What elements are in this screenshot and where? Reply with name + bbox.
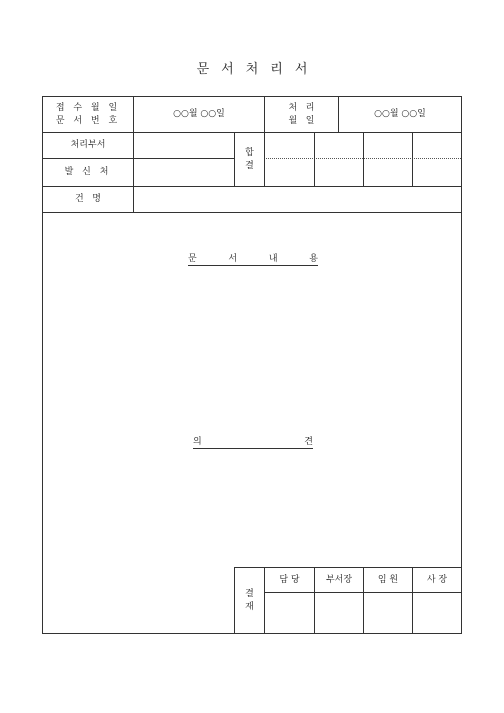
opinion-char-1: 의 (193, 437, 202, 447)
sender-label: 발 신 처 (64, 167, 112, 177)
subject-value[interactable] (134, 187, 461, 212)
process-label: 처 리 월 일 (288, 102, 315, 126)
receipt-label: 접 수 월 일 문 서 번 호 (55, 102, 121, 126)
approver-header-dept-head: 부서장 (325, 574, 353, 585)
approver-header-executive: 임 원 (377, 574, 399, 585)
content-char-3: 내 (268, 254, 278, 264)
dept-value[interactable] (134, 133, 234, 158)
sender-value[interactable] (134, 159, 234, 186)
content-char-4: 용 (309, 254, 318, 264)
process-value[interactable]: ○○월 ○○일 (374, 109, 426, 119)
approval-sign-staff[interactable] (265, 593, 314, 633)
col-divider-coop-1 (314, 132, 315, 186)
cooperation-label: 합 결 (245, 147, 254, 171)
col-divider-coop-2 (363, 132, 364, 186)
approval-label: 결 재 (245, 588, 254, 612)
content-char-2: 서 (228, 254, 238, 264)
col-divider-coop-3 (412, 132, 413, 186)
opinion-section-title (193, 434, 313, 449)
approver-header-staff: 담 당 (279, 574, 300, 585)
row-divider-4 (43, 212, 461, 213)
subject-label: 건 명 (75, 194, 101, 204)
opinion-area[interactable] (43, 452, 233, 632)
approver-header-president: 사 장 (426, 574, 448, 585)
content-section-title (188, 251, 318, 266)
receipt-value[interactable]: ○○월 ○○일 (173, 109, 225, 119)
approval-sign-president[interactable] (413, 593, 461, 633)
dept-label: 처리부서 (70, 140, 106, 150)
form-title: 문서처리서 (196, 62, 320, 77)
content-area[interactable] (43, 267, 461, 417)
opinion-char-2: 견 (304, 437, 313, 447)
content-char-1: 문 (188, 254, 197, 264)
approval-sign-executive[interactable] (364, 593, 412, 633)
approval-sign-dept-head[interactable] (315, 593, 363, 633)
form-frame (42, 96, 462, 634)
col-divider-coop-right (264, 132, 265, 186)
